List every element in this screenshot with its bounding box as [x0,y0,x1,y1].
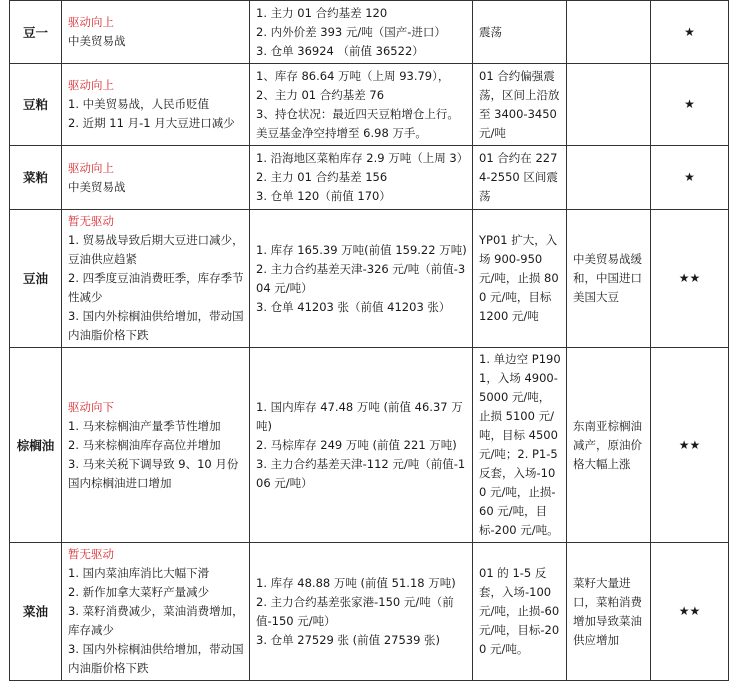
driver-direction: 暂无驱动 [68,214,114,228]
fundamentals-cell [250,348,473,543]
strategy-cell: 01 合约在 2274-2550 区间震荡 [473,146,567,210]
product-name: 豆油 [10,210,62,348]
rating-stars: ★ [651,64,729,146]
driver-item: 1. 贸易战导致后期大豆进口减少，豆油供应趋紧 [68,233,244,266]
strategy-cell: 01 的 1-5 反套，入场-100 元/吨，止损-60 元/吨，目标-200 元/吨。 [473,543,567,681]
fundamental-item: 1. 库存 48.88 万吨 (前值 51.18 万吨) [256,575,456,590]
strategy-cell: YP01 扩大，入场 900-950 元/吨，止损 800 元/吨，目标 1200 元/吨 [473,210,567,348]
driver-item: 1. 马来棕榈油产量季节性增加 [68,418,221,433]
fundamental-item: 2. 主力 01 合约基差 156 [256,170,388,184]
strategy-cell: 震荡 [473,1,567,64]
driver-item: 2. 近期 11 月-1 月大豆进口减少 [68,116,235,130]
table-row [10,1,729,64]
drivers-cell [62,210,250,348]
driver-item: 1. 中美贸易战，人民币贬值 [68,97,210,111]
rating-stars: ★ [651,1,729,64]
table-row [10,64,729,146]
driver-item: 3. 国内外棕榈油供给增加，带动国内油脂价格下跌 [68,642,244,675]
product-name: 菜油 [10,543,62,681]
fundamental-item: 3. 仓单 41203 张（前值 41203 张） [256,299,451,314]
fundamental-item: 2、主力 01 合约基差 76 [256,87,385,102]
rating-stars: ★★ [651,543,729,681]
fundamentals-cell [250,1,473,64]
fundamental-item: 1. 沿海地区菜粕库存 2.9 万吨（上周 3） [256,151,469,165]
drivers-cell [62,64,250,146]
fundamental-item: 1. 库存 165.39 万吨(前值 159.22 万吨) [256,242,467,257]
fundamental-item: 3. 仓单 27529 张 (前值 27539 张) [256,632,441,647]
notes-cell [567,146,651,210]
table-row [10,146,729,210]
fundamentals-cell [250,146,473,210]
fundamentals-cell [250,64,473,146]
driver-direction: 驱动向下 [68,399,114,414]
rating-stars: ★★ [651,348,729,543]
drivers-cell [62,543,250,681]
driver-item: 中美贸易战 [68,179,126,194]
drivers-cell [62,348,250,543]
product-name: 棕榈油 [10,348,62,543]
futures-summary-table [9,0,729,681]
fundamental-item: 2. 内外价差 393 元/吨（国产-进口） [256,24,446,39]
fundamental-item: 3. 主力合约基差天津-112 元/吨（前值-106 元/吨） [256,456,466,490]
fundamental-item: 2. 马棕库存 249 万吨 (前值 221 万吨) [256,437,457,452]
fundamental-item: 3、持仓状况：最近四天豆粕增仓上行。 [256,106,459,121]
strategy-cell: 01 合约偏强震荡，区间上沿放至 3400-3450 元/吨 [473,64,567,146]
fundamental-item: 1. 主力 01 合约基差 120 [256,5,388,20]
fundamentals-cell [250,543,473,681]
driver-item: 3. 菜籽消费减少，菜油消费增加，库存减少 [68,604,244,637]
table-row [10,348,729,543]
notes-cell: 东南亚棕榈油减产，原油价格大幅上涨 [567,348,651,543]
fundamental-item: 1、库存 86.64 万吨（上周 93.79）， [256,68,450,83]
driver-direction: 驱动向上 [68,15,114,29]
product-name: 豆一 [10,1,62,64]
driver-item: 2. 新作加拿大菜籽产量减少 [68,585,210,599]
notes-cell: 菜籽大量进口，菜粕消费增加导致菜油供应增加 [567,543,651,681]
fundamental-item: 1. 国内库存 47.48 万吨 (前值 46.37 万吨) [256,399,463,433]
driver-item: 2. 马来棕榈油库存高位并增加 [68,437,221,452]
driver-direction: 驱动向上 [68,78,114,92]
driver-item: 3. 国内外棕榈油供给增加，带动国内油脂价格下跌 [68,309,244,342]
futures-summary-table-container [9,0,728,675]
strategy-cell: 1. 单边空 P1901，入场 4900-5000 元/吨，止损 5100 元/吨，目标 4500 元/吨；2. P1-5 反套，入场-100 元/吨，止损-60 元/吨，目标-200 元/吨。 [473,348,567,543]
fundamental-item: 3. 仓单 120（前值 170） [256,189,391,203]
fundamental-item: 2. 主力合约基差天津-326 元/吨（前值-304 元/吨） [256,261,466,295]
driver-direction: 驱动向上 [68,160,114,175]
notes-cell [567,1,651,64]
driver-item: 3. 马来关税下调导致 9、10 月份国内棕榈油进口增加 [68,456,239,490]
drivers-cell [62,1,250,64]
product-name: 豆粕 [10,64,62,146]
driver-item: 1. 国内菜油库消比大幅下滑 [68,566,210,580]
driver-direction: 暂无驱动 [68,547,114,561]
fundamental-item: 美豆基金净空持增至 6.98 万手。 [256,125,427,140]
rating-stars: ★★ [651,210,729,348]
notes-cell: 中美贸易战缓和，中国进口美国大豆 [567,210,651,348]
driver-item: 2. 四季度豆油消费旺季，库存季节性减少 [68,271,244,304]
product-name: 菜粕 [10,146,62,210]
table-row [10,543,729,681]
fundamental-item: 2. 主力合约基差张家港-150 元/吨（前值-150 元/吨） [256,594,454,628]
notes-cell [567,64,651,146]
drivers-cell [62,146,250,210]
table-row [10,210,729,348]
rating-stars: ★ [651,146,729,210]
fundamental-item: 3. 仓单 36924 （前值 36522） [256,43,424,58]
fundamentals-cell [250,210,473,348]
driver-item: 中美贸易战 [68,34,126,48]
